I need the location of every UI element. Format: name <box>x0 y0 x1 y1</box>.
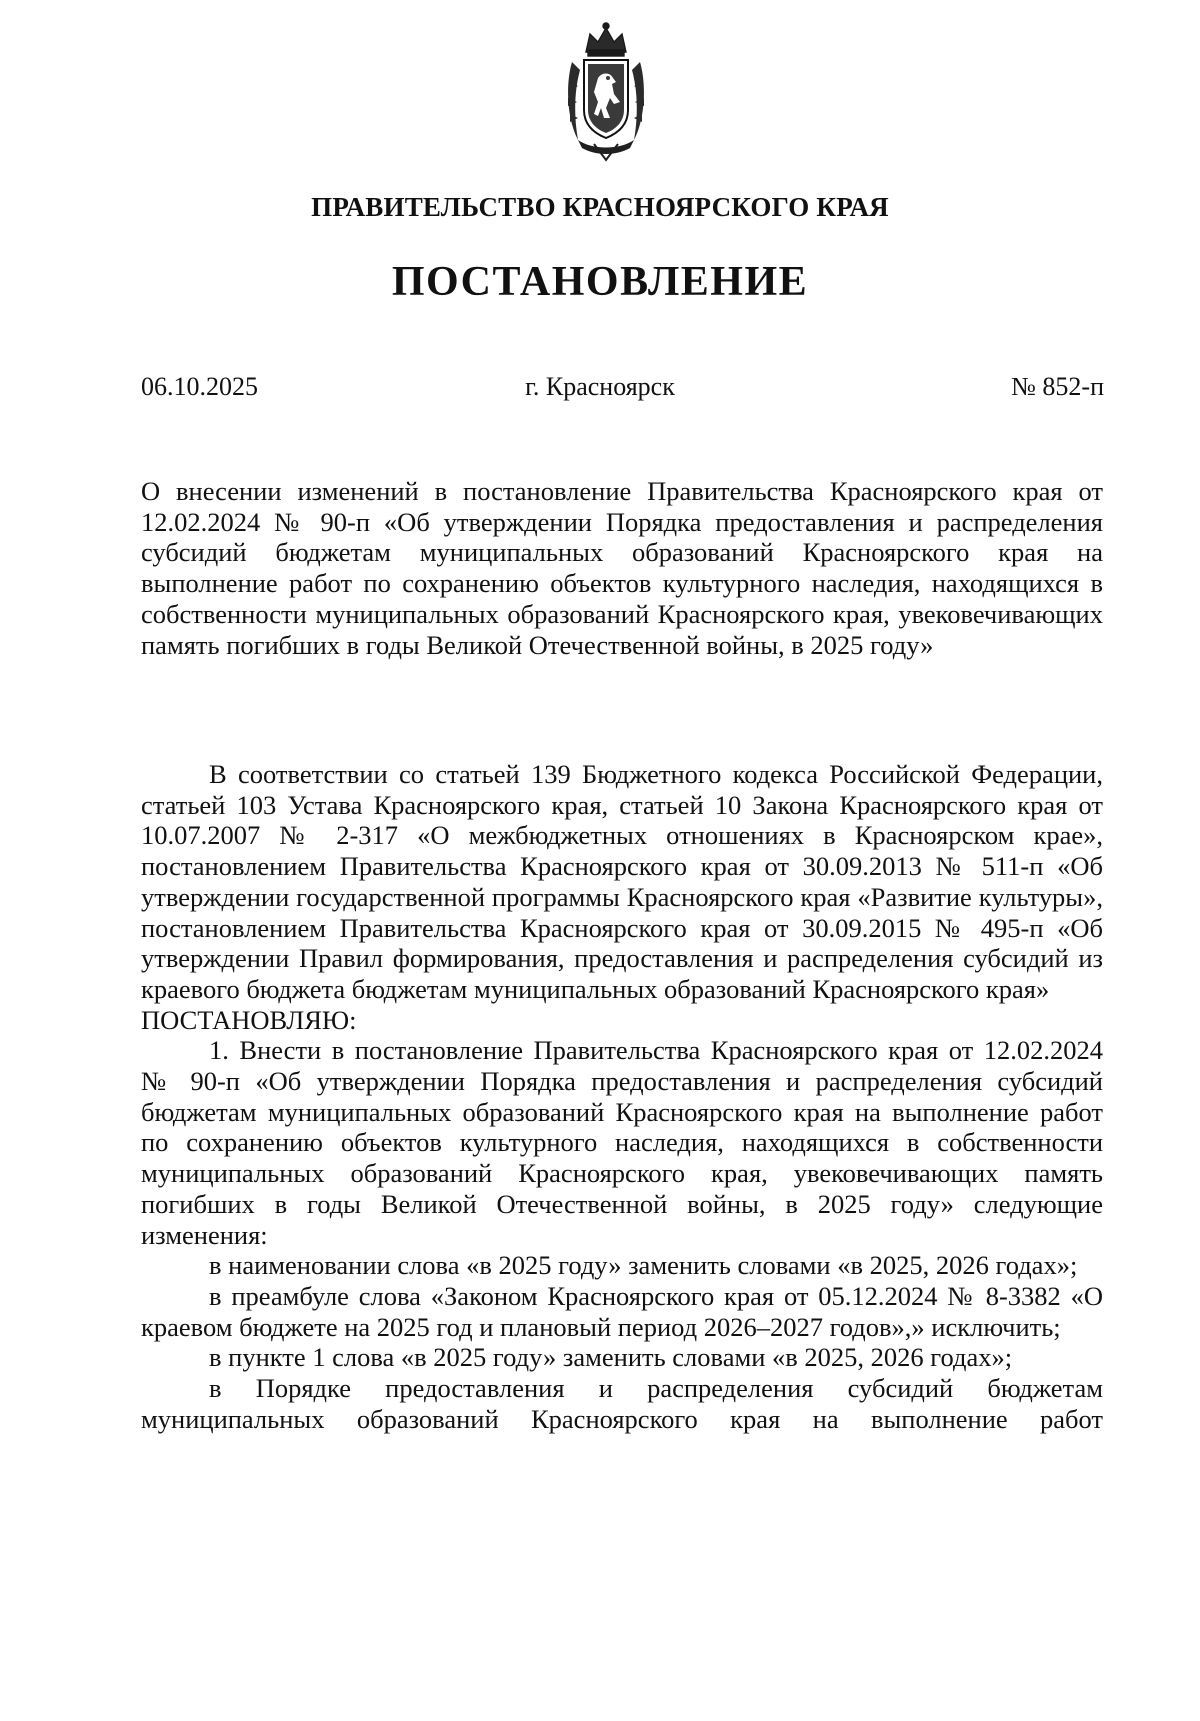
coat-of-arms-icon <box>564 22 648 162</box>
document-type-heading: ПОСТАНОВЛЕНИЕ <box>391 259 809 305</box>
document-number: № 852-п <box>1011 372 1104 401</box>
resolve-word: ПОСТАНОВЛЯЮ: <box>141 1004 357 1035</box>
change-3-paragraph: в пункте 1 слова «в 2025 году» заменить словами «в 2025, 2026 годах»; <box>209 1342 1013 1373</box>
document-subject <box>141 476 1103 660</box>
document-city: г. Красноярск <box>525 372 675 401</box>
change-2-paragraph: в преамбуле слова «Законом Красноярского края от 05.12.2024 № 8-3382 «О краевом бюджете на 2025 год и плановый период 2026–2027 годов»,» исключить; <box>141 1280 1103 1342</box>
organization-title: ПРАВИТЕЛЬСТВО КРАСНОЯРСКОГО КРАЯ <box>311 192 889 222</box>
preamble-paragraph: В соответствии со статьей 139 Бюджетного кодекса Российской Федерации, статьей 103 Устава Красноярского края, статьей 10 Закона Красноярского края от 10.07.2007 № 2-317 «О межбюджетных отношениях в Красноярском крае», постановлением Правительства Красноярского края от 30.09.2013 № 511-п «Об утверждении государственной программы Красноярского края «Развитие культуры», постановлением Правительства Красноярского края от 30.09.2015 № 495-п «Об утверждении Правил формирования, предоставления и распределения субсидий из краевого бюджета бюджетам муниципальных образований Красноярского края» <box>141 759 1103 1004</box>
change-1-paragraph: в наименовании слова «в 2025 году» заменить словами «в 2025, 2026 годах»; <box>209 1250 1078 1281</box>
document-date: 06.10.2025 <box>141 372 258 401</box>
document-subject-text: О внесении изменений в постановление Правительства Красноярского края от 12.02.2024 № 90-п «Об утверждении Порядка предоставления и распределения субсидий бюджетам муниципальных образований Красноярского края на выполнение работ по сохранению объектов культурного наследия, находящихся в собственности муниципальных образований Красноярского края, увековечивающих память погибших в годы Великой Отечественной войны, в 2025 году» <box>141 476 1103 660</box>
change-4-paragraph: в Порядке предоставления и распределения субсидий бюджетам муниципальных образований Красноярского края на выполнение работ <box>141 1373 1103 1434</box>
item-1-paragraph: 1. Внести в постановление Правительства Красноярского края от 12.02.2024 № 90-п «Об утверждении Порядка предоставления и распределения субсидий бюджетам муниципальных образований Красноярского края на выполнение работ по сохранению объектов культурного наследия, находящихся в собственности муниципальных образований Красноярского края, увековечивающих память погибших в годы Великой Отечественной войны, в 2025 году» следующие изменения: <box>141 1035 1103 1250</box>
document-body <box>141 759 1103 1434</box>
